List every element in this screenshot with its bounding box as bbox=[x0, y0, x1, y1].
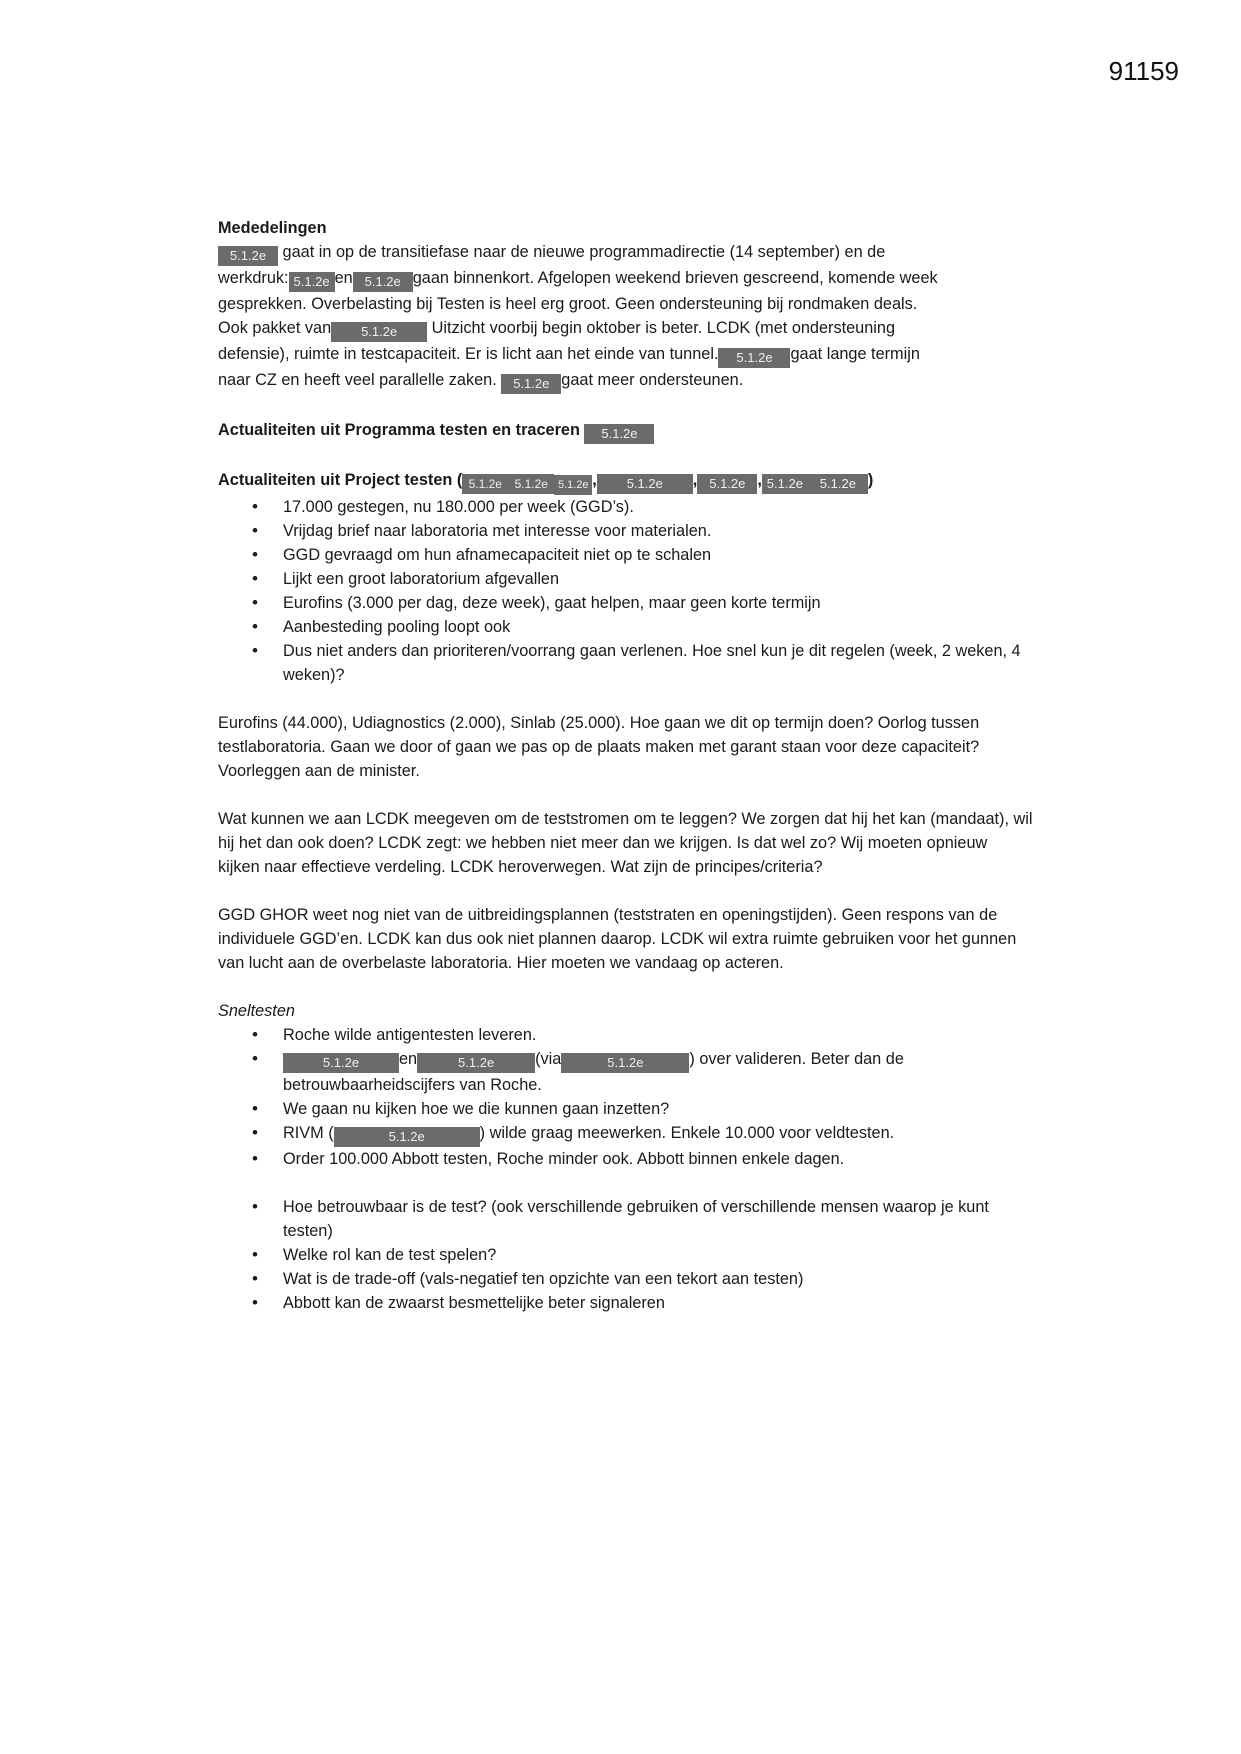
text-span: gaat meer ondersteunen. bbox=[561, 371, 744, 389]
list-item: • 17.000 gestegen, nu 180.000 per week (GGD’s). bbox=[283, 495, 1033, 519]
redaction-box: 5.1.2e bbox=[597, 474, 693, 494]
text-span: gesprekken. Overbelasting bij Testen is heel erg groot. Geen ondersteuning bij rondmaken deals. bbox=[218, 295, 918, 313]
text-span: en bbox=[399, 1050, 418, 1068]
text-span: gaat in op de transitiefase naar de nieuwe programmadirectie (14 september) en de bbox=[282, 243, 886, 261]
list-item: • Welke rol kan de test spelen? bbox=[283, 1243, 1033, 1267]
paragraph: Wat kunnen we aan LCDK meegeven om de teststromen om te leggen? We zorgen dat hij het kan (mandaat), wil hij het dan ook doen? LCDK zegt: we hebben niet meer dan we krijgen. Is dat wel zo? Wij moeten opnieuw kijken naar effectieve verdeling. LCDK heroverwegen. Wat zijn de principes/criteria? bbox=[218, 810, 1033, 876]
list-item: • Aanbesteding pooling loopt ook bbox=[283, 615, 1033, 639]
paragraph: GGD GHOR weet nog niet van de uitbreidingsplannen (teststraten en openingstijden). Geen respons van de individuele GGD’en. LCDK kan dus ook niet plannen daarop. LCDK wil extra ruimte gebruiken voor het gunnen van lucht aan de overbelaste laboratoria. Hier moeten we vandaag op acteren. bbox=[218, 906, 1017, 972]
redaction-box: 5.1.2e bbox=[331, 322, 427, 342]
paragraph: Eurofins (44.000), Udiagnostics (2.000), Sinlab (25.000). Hoe gaan we dit op termijn doen? Oorlog tussen testlaboratoria. Gaan we door of gaan we pas op de plaats maken met garant staan voor deze capaciteit? Voorleggen aan de minister. bbox=[218, 714, 980, 780]
text-span: ) wilde graag meewerken. Enkele 10.000 voor veldtesten. bbox=[479, 1124, 895, 1142]
heading-text: Actualiteiten uit Programma testen en traceren bbox=[218, 421, 580, 439]
document-body bbox=[218, 216, 1033, 1315]
bullet-list-questions bbox=[218, 1195, 1033, 1315]
text-span: werkdruk: bbox=[218, 269, 289, 287]
redaction-box: 5.1.2e bbox=[508, 474, 554, 494]
bullet-list-sneltesten bbox=[218, 1023, 1033, 1171]
redaction-box: 5.1.2e bbox=[718, 348, 790, 368]
list-item bbox=[283, 1121, 1033, 1147]
redaction-box: 5.1.2e bbox=[697, 474, 757, 494]
text-span: naar CZ en heeft veel parallelle zaken. bbox=[218, 371, 497, 389]
heading-programma bbox=[218, 418, 1033, 444]
list-item: • Vrijdag brief naar laboratoria met interesse voor materialen. bbox=[283, 519, 1033, 543]
list-item: • Lijkt een groot laboratorium afgevallen bbox=[283, 567, 1033, 591]
list-item: • GGD gevraagd om hun afnamecapaciteit niet op te schalen bbox=[283, 543, 1033, 567]
list-item bbox=[283, 1047, 1033, 1097]
text-span: , bbox=[757, 471, 762, 489]
list-item: • Wat is de trade-off (vals-negatief ten opzichte van een tekort aan testen) bbox=[283, 1267, 1033, 1291]
redaction-box: 5.1.2e bbox=[762, 474, 808, 494]
text-span: gaan binnenkort. Afgelopen weekend brieven gescreend, komende week bbox=[412, 269, 938, 287]
list-item: • We gaan nu kijken hoe we die kunnen gaan inzetten? bbox=[283, 1097, 1033, 1121]
text-span: (via bbox=[535, 1050, 562, 1068]
redaction-box: 5.1.2e bbox=[417, 1053, 535, 1073]
text-span: , bbox=[692, 471, 698, 489]
list-item: • Hoe betrouwbaar is de test? (ook verschillende gebruiken of verschillende mensen waarop je kunt testen) bbox=[283, 1195, 1033, 1243]
redaction-box: 5.1.2e bbox=[283, 1053, 399, 1073]
redaction-box: 5.1.2e bbox=[561, 1053, 689, 1073]
text-span: RIVM ( bbox=[283, 1124, 334, 1142]
heading-project-testen bbox=[218, 468, 1033, 495]
list-item: • Dus niet anders dan prioriteren/voorrang gaan verlenen. Hoe snel kun je dit regelen (week, 2 weken, 4 weken)? bbox=[283, 639, 1033, 687]
list-item: • Eurofins (3.000 per dag, deze week), gaat helpen, maar geen korte termijn bbox=[283, 591, 1033, 615]
text-span: ) over valideren. Beter dan de betrouwbaarheidscijfers van Roche. bbox=[283, 1050, 904, 1094]
paragraph-mededelingen bbox=[218, 240, 1033, 394]
text-span: Ook pakket van bbox=[218, 319, 332, 337]
redaction-box: 5.1.2e bbox=[218, 246, 278, 266]
bullet-list-project bbox=[218, 495, 1033, 687]
redaction-box: 5.1.2e bbox=[353, 272, 413, 292]
redaction-box: 5.1.2e bbox=[334, 1127, 480, 1147]
text-span: Uitzicht voorbij begin oktober is beter. LCDK (met ondersteuning bbox=[431, 319, 896, 337]
redaction-box: 5.1.2e bbox=[501, 374, 561, 394]
redaction-box: 5.1.2e bbox=[462, 474, 508, 494]
text-span: defensie), ruimte in testcapaciteit. Er is licht aan het einde van tunnel. bbox=[218, 345, 719, 363]
heading-sneltesten: Sneltesten bbox=[218, 1002, 295, 1020]
document-number: 91159 bbox=[1108, 56, 1179, 86]
redaction-box: 5.1.2e bbox=[808, 474, 868, 494]
text-span: , bbox=[592, 471, 597, 489]
list-item: • Order 100.000 Abbott testen, Roche minder ook. Abbott binnen enkele dagen. bbox=[283, 1147, 1033, 1171]
text-span: ) bbox=[867, 471, 874, 489]
list-item: • Roche wilde antigentesten leveren. bbox=[283, 1023, 1033, 1047]
redaction-box: 5.1.2e bbox=[289, 272, 335, 292]
list-item: • Abbott kan de zwaarst besmettelijke beter signaleren bbox=[283, 1291, 1033, 1315]
heading-text: Actualiteiten uit Project testen ( bbox=[218, 471, 463, 489]
redaction-box: 5.1.2e bbox=[584, 424, 654, 444]
text-span: gaat lange termijn bbox=[790, 345, 920, 363]
heading-mededelingen: Mededelingen bbox=[218, 219, 327, 237]
text-span: en bbox=[334, 269, 353, 287]
redaction-box: 5.1.2e bbox=[554, 475, 592, 495]
